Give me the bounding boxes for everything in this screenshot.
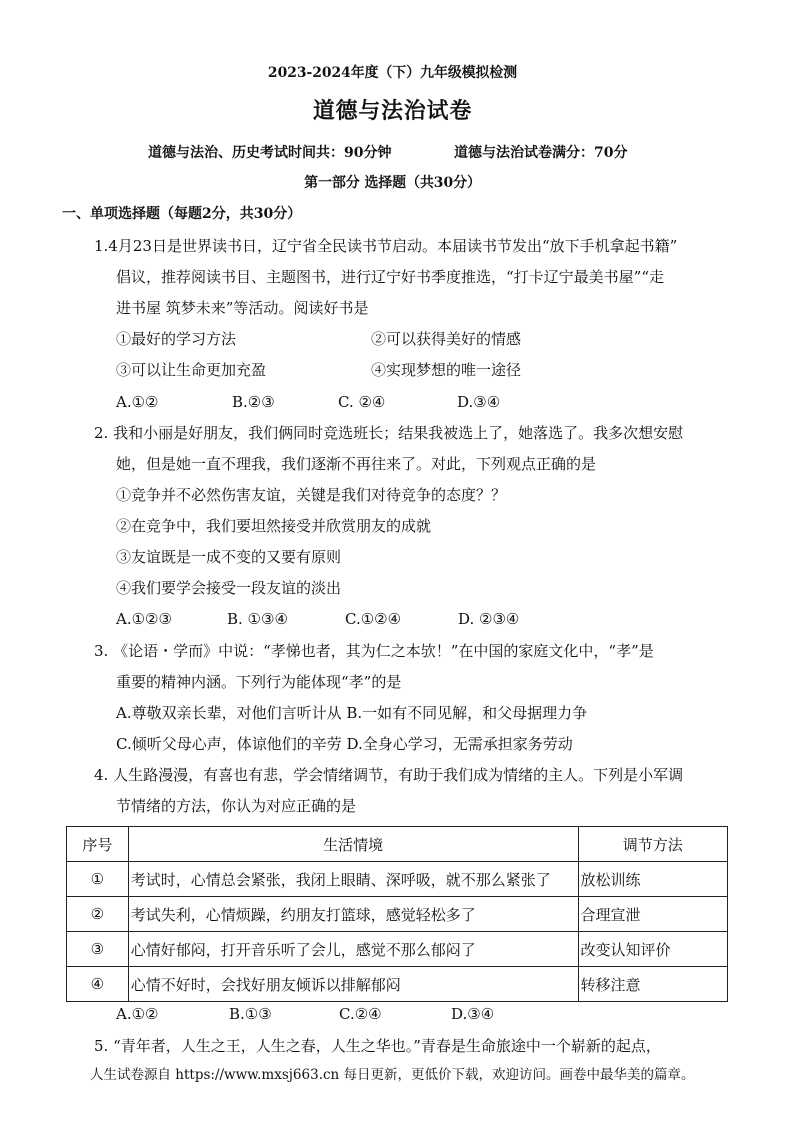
q1-option-1: ①最好的学习方法	[116, 330, 237, 348]
exam-title-year: 2023-2024年度（下）九年级模拟检测	[267, 65, 518, 81]
part-title: 第一部分 选择题（共30分）	[304, 175, 481, 191]
table-header-method: 调节方法	[578, 827, 728, 862]
section-title: 一、单项选择题（每题2分，共30分）	[62, 206, 302, 222]
q5-stem-line1: 5. “青年者，人生之王，人生之春，人生之华也。”青春是生命旅途中一个崭新的起点，	[94, 1037, 661, 1055]
table-cell-method: 改变认知评价	[578, 932, 728, 967]
table-header-index: 序号	[67, 827, 129, 862]
table-cell-index: ④	[67, 967, 129, 1002]
q1-choice-c: C. ②④	[338, 393, 386, 411]
q1-option-4: ④实现梦想的唯一途径	[371, 361, 522, 379]
q2-option-1: ①竞争并不必然伤害友谊，关键是我们对待竞争的态度？？	[116, 486, 507, 504]
q2-option-4: ④我们要学会接受一段友谊的淡出	[116, 579, 342, 597]
q4-choice-d: D.③④	[451, 1005, 495, 1023]
q3-options-ab: A.尊敬双亲长辈，对他们言听计从 B.一如有不同见解，和父母据理力争	[116, 704, 588, 722]
table-row	[67, 862, 728, 897]
exam-time-info: 道德与法治、历史考试时间共：90分钟	[148, 145, 392, 161]
table-header-row	[67, 827, 728, 862]
table-row	[67, 967, 728, 1002]
table-cell-situation: 考试失利，心情烦躁，约朋友打篮球，感觉轻松多了	[128, 897, 578, 932]
q4-stem-line1: 4. 人生路漫漫，有喜也有悲，学会情绪调节，有助于我们成为情绪的主人。下列是小军调	[94, 766, 684, 784]
q4-choice-c: C.②④	[339, 1005, 382, 1023]
table-cell-method: 放松训练	[578, 862, 728, 897]
footer-source-line: 人生试卷源自 https://www.mxsj663.cn 每日更新，更低价下载，欢迎访问。画卷中最华美的篇章。	[90, 1067, 695, 1083]
table-cell-index: ②	[67, 897, 129, 932]
table-cell-situation: 考试时，心情总会紧张，我闭上眼睛、深呼吸，就不那么紧张了	[128, 862, 578, 897]
q1-choice-a: A.①②	[116, 393, 159, 411]
q2-choice-c: C.①②④	[345, 610, 402, 628]
table-cell-index: ①	[67, 862, 129, 897]
q2-option-2: ②在竞争中，我们要坦然接受并欣赏朋友的成就	[116, 517, 432, 535]
q4-emotion-table	[66, 826, 728, 1002]
q2-stem-line1: 2. 我和小丽是好朋友，我们俩同时竞选班长；结果我被选上了，她落选了。我多次想安慰	[94, 424, 684, 442]
q1-choice-d: D.③④	[457, 393, 501, 411]
q3-options-cd: C.倾听父母心声，体谅他们的辛劳 D.全身心学习，无需承担家务劳动	[116, 735, 573, 753]
exam-title-subject: 道德与法治试卷	[312, 98, 473, 124]
table-cell-situation: 心情不好时，会找好朋友倾诉以排解郁闷	[128, 967, 578, 1002]
q2-choice-b: B. ①③④	[227, 610, 288, 628]
table-header-situation: 生活情境	[128, 827, 578, 862]
q2-choice-d: D. ②③④	[458, 610, 520, 628]
q4-choice-a: A.①②	[116, 1005, 159, 1023]
exam-score-info: 道德与法治试卷满分：70分	[454, 145, 628, 161]
q1-option-2: ②可以获得美好的情感	[371, 330, 522, 348]
q2-choice-a: A.①②③	[116, 610, 172, 628]
q3-stem-line1: 3. 《论语・学而》中说：“孝悌也者，其为仁之本欤！”在中国的家庭文化中，“孝”是	[94, 642, 654, 660]
q1-choice-b: B.②③	[232, 393, 275, 411]
table-cell-index: ③	[67, 932, 129, 967]
table-cell-method: 合理宣泄	[578, 897, 728, 932]
table-row	[67, 932, 728, 967]
q4-choice-b: B.①③	[229, 1005, 272, 1023]
q1-stem-line1: 1.4月23日是世界读书日，辽宁省全民读书节启动。本届读书节发出“放下手机拿起书籍”	[94, 237, 678, 255]
table-cell-situation: 心情好郁闷，打开音乐听了会儿，感觉不那么郁闷了	[128, 932, 578, 967]
q4-stem-line2: 节情绪的方法，你认为对应正确的是	[116, 797, 357, 815]
q2-option-3: ③友谊既是一成不变的又要有原则	[116, 548, 342, 566]
table-cell-method: 转移注意	[578, 967, 728, 1002]
q1-stem-line3: 进书屋 筑梦未来”等活动。阅读好书是	[116, 299, 369, 317]
q1-option-3: ③可以让生命更加充盈	[116, 361, 267, 379]
q1-stem-line2: 倡议，推荐阅读书目、主题图书，进行辽宁好书季度推选，“打卡辽宁最美书屋”“走	[116, 268, 665, 286]
table-row	[67, 897, 728, 932]
q2-stem-line2: 她，但是她一直不理我，我们逐渐不再往来了。对此，下列观点正确的是	[116, 455, 597, 473]
q3-stem-line2: 重要的精神内涵。下列行为能体现“孝”的是	[116, 673, 402, 691]
